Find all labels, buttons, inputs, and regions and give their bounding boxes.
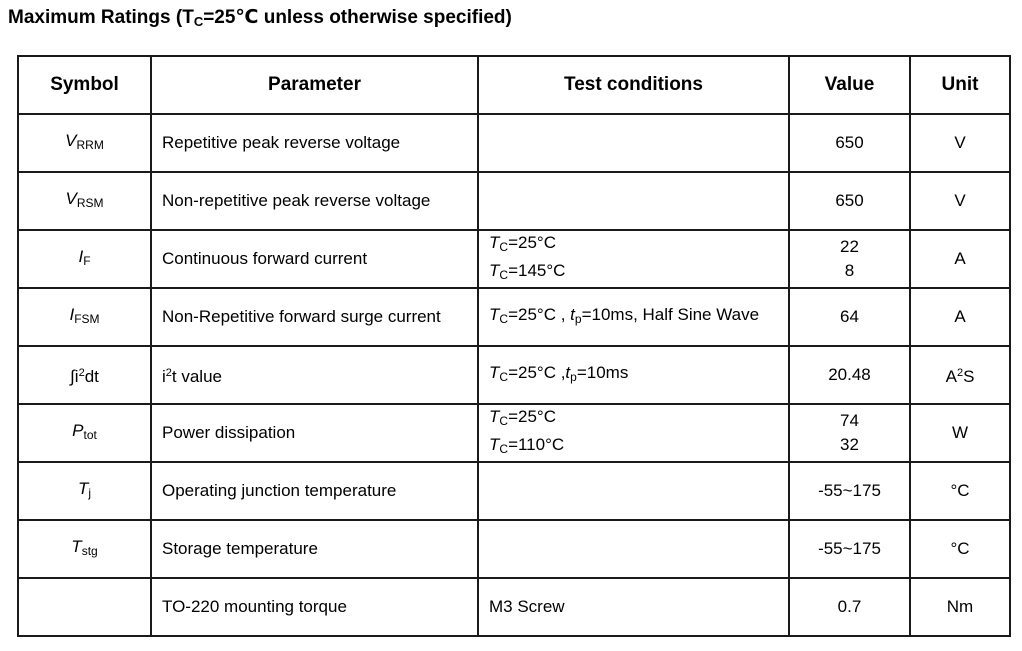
symbol-cell: Tstg	[18, 520, 151, 578]
table-row	[18, 288, 1010, 346]
unit-cell: °C	[910, 462, 1010, 520]
header-value: Value	[789, 56, 910, 114]
table-row	[18, 404, 1010, 462]
symbol-cell	[18, 578, 151, 636]
table-header-row	[18, 56, 1010, 114]
conditions-cell	[478, 114, 789, 172]
conditions-cell	[478, 172, 789, 230]
conditions-cell: M3 Screw	[478, 578, 789, 636]
condition-line: TC=145°C	[489, 261, 566, 282]
header-test-conditions: Test conditions	[478, 56, 789, 114]
parameter-cell: Continuous forward current	[151, 230, 478, 288]
unit-cell: W	[910, 404, 1010, 462]
value-cell: 650	[789, 172, 910, 230]
unit-cell: A	[910, 288, 1010, 346]
table-row	[18, 520, 1010, 578]
header-unit: Unit	[910, 56, 1010, 114]
value-cell: -55~175	[789, 462, 910, 520]
conditions-cell	[478, 462, 789, 520]
table-row	[18, 114, 1010, 172]
parameter-cell: Non-Repetitive forward surge current	[151, 288, 478, 346]
symbol-cell: Tj	[18, 462, 151, 520]
table-row	[18, 346, 1010, 404]
parameter-cell: Storage temperature	[151, 520, 478, 578]
unit-cell: V	[910, 114, 1010, 172]
unit-cell: V	[910, 172, 1010, 230]
conditions-cell: TC=25°C ,tp=10ms	[478, 346, 789, 404]
symbol-cell: VRRM	[18, 114, 151, 172]
value-line: 32	[840, 435, 859, 454]
unit-cell: Nm	[910, 578, 1010, 636]
value-cell	[789, 230, 910, 288]
conditions-cell	[478, 230, 789, 288]
table-row	[18, 578, 1010, 636]
condition-line: TC=25°C	[489, 233, 556, 254]
condition-line: TC=25°C	[489, 407, 556, 428]
value-line: 8	[844, 261, 855, 280]
maximum-ratings-table	[17, 55, 1011, 637]
conditions-cell: TC=25°C , tp=10ms, Half Sine Wave	[478, 288, 789, 346]
value-line: 22	[840, 237, 859, 256]
value-cell: 64	[789, 288, 910, 346]
parameter-cell: Repetitive peak reverse voltage	[151, 114, 478, 172]
section-title: Maximum Ratings ($T_C=25℃$ unless otherwise specified)	[8, 7, 512, 29]
header-parameter: Parameter	[151, 56, 478, 114]
value-cell: 0.7	[789, 578, 910, 636]
conditions-cell	[478, 404, 789, 462]
unit-cell: $A^2S$	[910, 346, 1010, 404]
parameter-cell: $i^2t$ value	[151, 346, 478, 404]
symbol-cell: IF	[18, 230, 151, 288]
table-row	[18, 172, 1010, 230]
value-cell: 20.48	[789, 346, 910, 404]
value-cell: -55~175	[789, 520, 910, 578]
header-symbol: Symbol	[18, 56, 151, 114]
symbol-cell: $\int i^2dt$	[18, 346, 151, 404]
symbol-cell: IFSM	[18, 288, 151, 346]
unit-cell: A	[910, 230, 1010, 288]
table-row	[18, 462, 1010, 520]
parameter-cell: Power dissipation	[151, 404, 478, 462]
table-row	[18, 230, 1010, 288]
unit-cell: °C	[910, 520, 1010, 578]
symbol-cell: Ptot	[18, 404, 151, 462]
parameter-cell: Non-repetitive peak reverse voltage	[151, 172, 478, 230]
value-cell: 650	[789, 114, 910, 172]
value-line: 74	[840, 411, 859, 430]
condition-line: TC=110°C	[489, 435, 565, 456]
conditions-cell	[478, 520, 789, 578]
symbol-cell: VRSM	[18, 172, 151, 230]
parameter-cell: Operating junction temperature	[151, 462, 478, 520]
parameter-cell: TO-220 mounting torque	[151, 578, 478, 636]
value-cell	[789, 404, 910, 462]
